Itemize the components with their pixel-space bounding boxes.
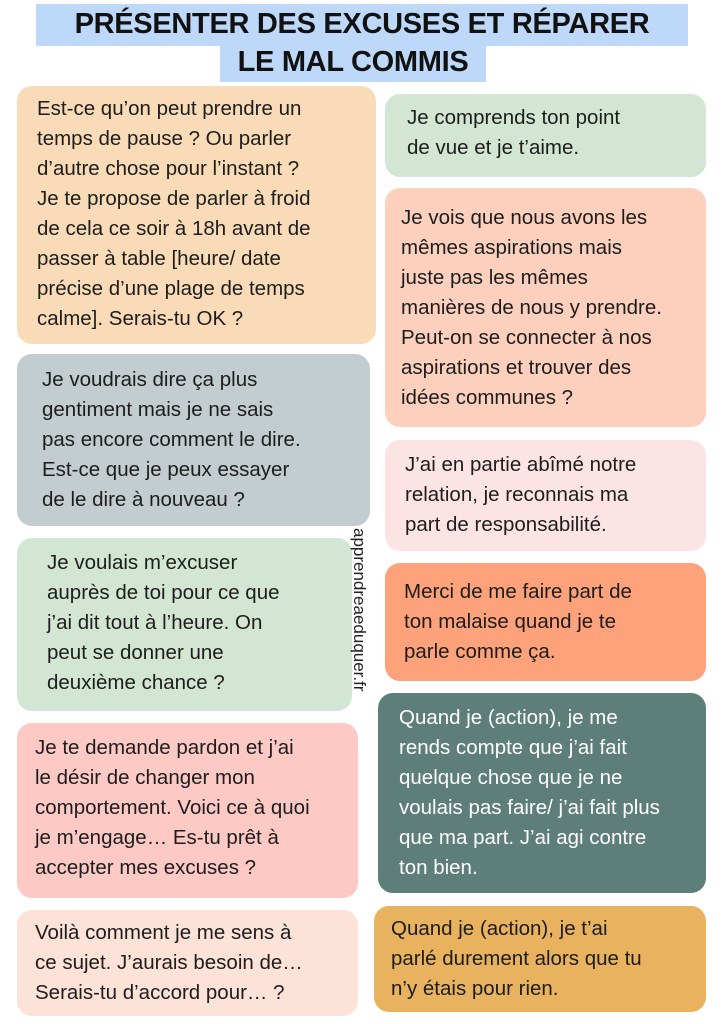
card-line: ton bien. (399, 856, 478, 879)
card-line: ton malaise quand je te (404, 610, 616, 633)
card-line: passer à table [heure/ date (37, 247, 281, 270)
card-line: le désir de changer mon (35, 766, 255, 789)
card-line: Je voulais m’excuser (47, 551, 238, 574)
card-line: Je comprends ton point (407, 106, 621, 129)
card-line: rends compte que j’ai fait (399, 736, 627, 759)
card-spoke-harshly (374, 906, 706, 1012)
card-apologize-second-chance (17, 538, 352, 711)
card-line: juste pas les mêmes (401, 266, 588, 289)
website-watermark: apprendreaeduquer.fr (350, 528, 369, 692)
card-line: accepter mes excuses ? (35, 856, 257, 879)
page-title-line-1: PRÉSENTER DES EXCUSES ET RÉPARER (36, 4, 688, 46)
card-pause-proposal (17, 86, 376, 344)
card-same-aspirations (385, 188, 706, 427)
card-line: Est-ce que je peux essayer (42, 458, 290, 481)
card-line: aspirations et trouver des (401, 356, 632, 379)
card-line: quelque chose que je ne (399, 766, 623, 789)
card-ask-forgiveness (17, 723, 358, 898)
card-line: peut se donner une (47, 641, 224, 664)
card-line: Je te propose de parler à froid (37, 187, 311, 210)
page-title-line-2: LE MAL COMMIS (220, 42, 486, 82)
card-line: Je te demande pardon et j’ai (35, 736, 294, 759)
card-line: mêmes aspirations mais (401, 236, 623, 259)
card-line: n’y étais pour rien. (391, 977, 559, 1000)
card-line: parlé durement alors que tu (391, 947, 642, 970)
card-line: Quand je (action), je t’ai (391, 917, 608, 940)
card-thanks-for-sharing (385, 563, 706, 681)
card-line: relation, je reconnais ma (405, 483, 629, 506)
card-line: Peut-on se connecter à nos (401, 326, 652, 349)
card-line: de vue et je t’aime. (407, 136, 580, 159)
card-understand-point-of-view (385, 94, 706, 177)
card-line: Quand je (action), je me (399, 706, 618, 729)
card-line: part de responsabilité. (405, 513, 607, 536)
card-how-i-feel (17, 910, 358, 1016)
card-line: temps de pause ? Ou parler (37, 127, 292, 150)
card-line: auprès de toi pour ce que (47, 581, 280, 604)
card-line: deuxième chance ? (47, 671, 225, 694)
card-line: manières de nous y prendre. (401, 296, 662, 319)
card-line: parle comme ça. (404, 640, 556, 663)
card-line: Est-ce qu’on peut prendre un (37, 97, 302, 120)
card-line: idées communes ? (401, 386, 574, 409)
card-line: d’autre chose pour l’instant ? (37, 157, 300, 180)
card-line: J’ai en partie abîmé notre (405, 453, 637, 476)
card-line: de le dire à nouveau ? (42, 488, 245, 511)
card-line: Je vois que nous avons les (401, 206, 648, 229)
card-line: de cela ce soir à 18h avant de (37, 217, 311, 240)
card-realize-mistake (378, 693, 706, 893)
card-line: Merci de me faire part de (404, 580, 632, 603)
card-line: précise d’une plage de temps (37, 277, 305, 300)
card-line: pas encore comment le dire. (42, 428, 301, 451)
card-say-it-nicer (17, 354, 370, 526)
card-line: voulais pas faire/ j’ai fait plus (399, 796, 660, 819)
card-line: Serais-tu d’accord pour… ? (35, 981, 285, 1004)
card-line: j’ai dit tout à l’heure. On (47, 611, 263, 634)
card-line: comportement. Voici ce à quoi (35, 796, 310, 819)
card-line: calme]. Serais-tu OK ? (37, 307, 244, 330)
card-damaged-relationship (385, 440, 706, 551)
card-line: Je voudrais dire ça plus (42, 368, 258, 391)
card-line: je m’engage… Es-tu prêt à (35, 826, 279, 849)
card-line: que ma part. J’ai agi contre (399, 826, 647, 849)
card-line: gentiment mais je ne sais (42, 398, 274, 421)
card-line: Voilà comment je me sens à (35, 921, 292, 944)
card-line: ce sujet. J’aurais besoin de… (35, 951, 303, 974)
